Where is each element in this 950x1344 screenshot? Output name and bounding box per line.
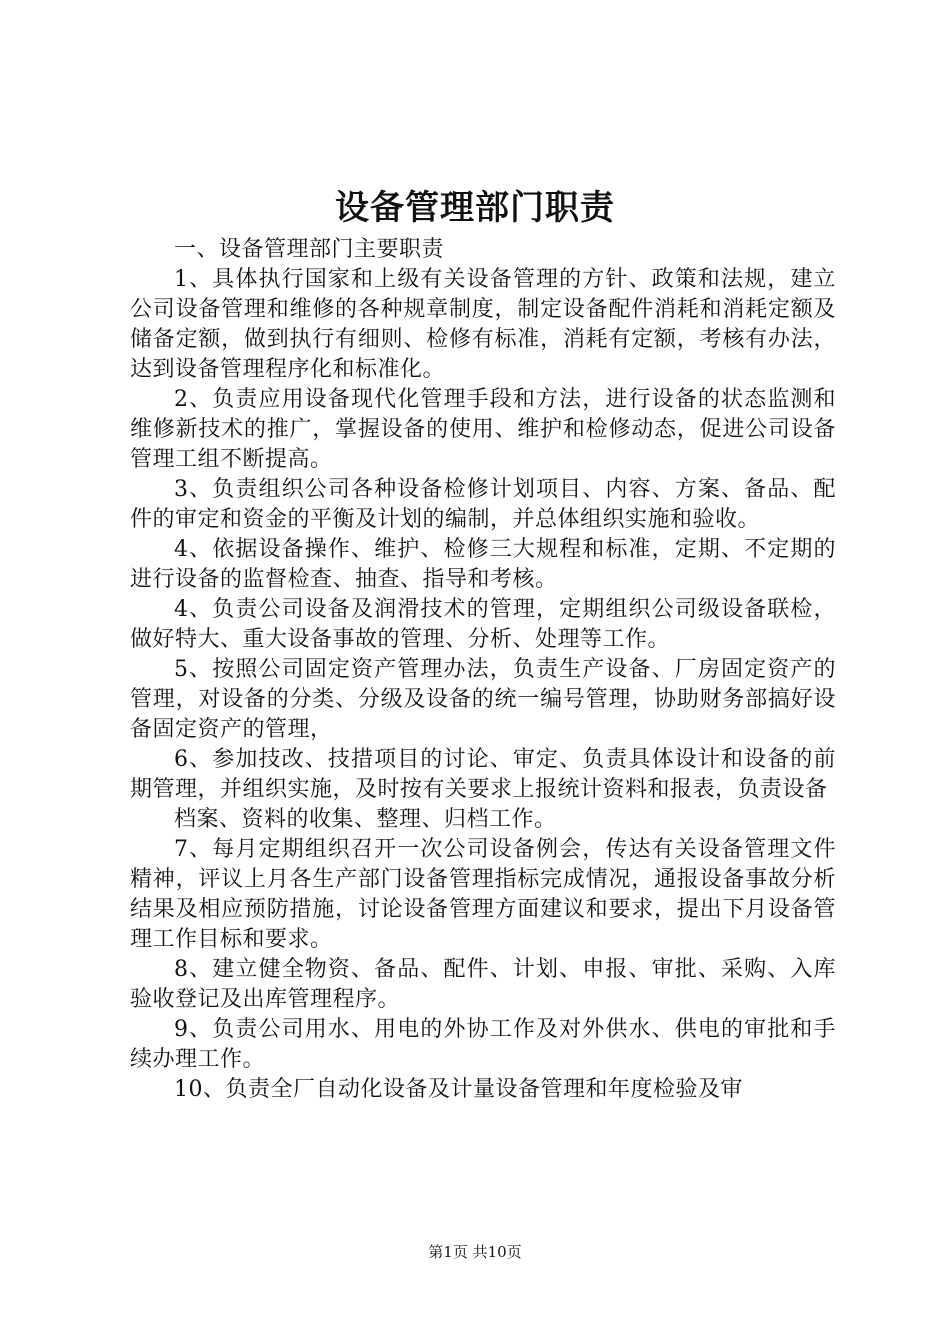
paragraph-9: 9、负责公司用水、用电的外协工作及对外供水、供电的审批和手续办理工作。 [130,1017,836,1072]
paragraph-1: 1、具体执行国家和上级有关设备管理的方针、政策和法规，建立公司设备管理和维修的各种规章制度，制定设备配件消耗和消耗定额及储备定额，做到执行有细则、检修有标准，消耗有定额，考核有办法，达到设备管理程序化和标准化。 [130,267,836,382]
paragraph-5: 5、按照公司固定资产管理办法，负责生产设备、厂房固定资产的管理，对设备的分类、分级及设备的统一编号管理，协助财务部搞好设备固定资产的管理， [130,657,836,742]
paragraph-7: 7、每月定期组织召开一次公司设备例会，传达有关设备管理文件精神，评议上月各生产部门设备管理指标完成情况，通报设备事故分析结果及相应预防措施，讨论设备管理方面建议和要求，提出下月设备管理工作目标和要求。 [130,837,836,952]
paragraph-8: 8、建立健全物资、备品、配件、计划、申报、审批、采购、入库验收登记及出库管理程序。 [130,957,836,1012]
paragraph-6-continuation: 档案、资料的收集、整理、归档工作。 [174,807,557,832]
paragraph-3: 3、负责组织公司各种设备检修计划项目、内容、方案、备品、配件的审定和资金的平衡及计划的编制，并总体组织实施和验收。 [130,477,836,532]
paragraph-2: 2、负责应用设备现代化管理手段和方法，进行设备的状态监测和维修新技术的推广，掌握设备的使用、维护和检修动态，促进公司设备管理工组不断提高。 [130,387,836,472]
paragraph-10: 10、负责全厂自动化设备及计量设备管理和年度检验及审 [174,1077,743,1102]
section-heading: 一、设备管理部门主要职责 [174,237,445,262]
paragraph-6: 6、参加技改、技措项目的讨论、审定、负责具体设计和设备的前期管理，并组织实施，及时按有关要求上报统计资料和报表，负责设备 [130,747,836,802]
document-body [130,235,836,1105]
paragraph-4a: 4、依据设备操作、维护、检修三大规程和标准，定期、不定期的进行设备的监督检查、抽查、指导和考核。 [130,537,836,592]
document-title: 设备管理部门职责 [335,188,615,228]
page-number-footer: 第1页 共10页 [428,1243,522,1261]
paragraph-4b: 4、负责公司设备及润滑技术的管理，定期组织公司级设备联检，做好特大、重大设备事故的管理、分析、处理等工作。 [130,597,836,652]
